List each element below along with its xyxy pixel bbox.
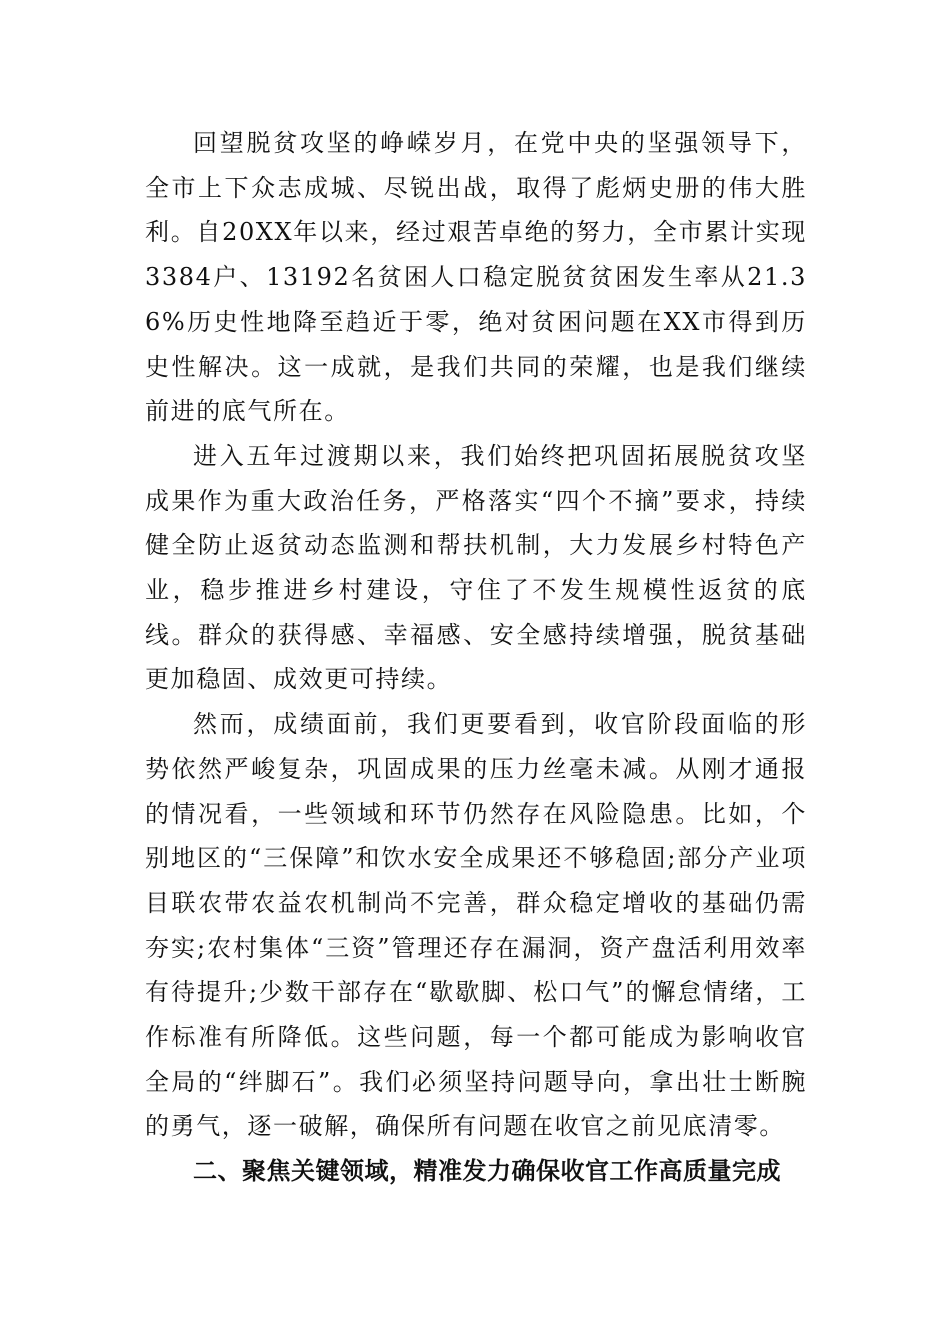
paragraph-risks-and-problems: 然而，成绩面前，我们更要看到，收官阶段面临的形势依然严峻复杂，巩固成果的压力丝毫未减。从刚才通报的情况看，一些领域和环节仍然存在风险隐患。比如，个别地区的“三保障”和饮水安全成果还不够稳固;部分产业项目联农带农益农机制尚不完善，群众稳定增收的基础仍需夯实;农村集体“三资”管理还存在漏洞，资产盘活利用效率有待提升;少数干部存在“歇歇脚、松口气”的懈怠情绪，工作标准有所降低。这些问题，每一个都可能成为影响收官全局的“绊脚石”。我们必须坚持问题导向，拿出壮士断腕的勇气，逐一破解，确保所有问题在收官之前见底清零。: [145, 710, 807, 1141]
section-heading: 二、聚焦关键领域，精准发力确保收官工作高质量完成: [193, 1157, 781, 1186]
paragraph-transition-period: 进入五年过渡期以来，我们始终把巩固拓展脱贫攻坚成果作为重大政治任务，严格落实“四个不摘”要求，持续健全防止返贫动态监测和帮扶机制，大力发展乡村特色产业，稳步推进乡村建设，守住了不发生规模性返贫的底线。群众的获得感、幸福感、安全感持续增强，脱贫基础更加稳固、成效更可持续。: [145, 441, 807, 694]
paragraph-poverty-review: 回望脱贫攻坚的峥嵘岁月，在党中央的坚强领导下，全市上下众志成城、尽锐出战，取得了彪炳史册的伟大胜利。自20XX年以来，经过艰苦卓绝的努力，全市累计实现3384户、13192名贫困人口稳定脱贫贫困发生率从21.36%历史性地降至趋近于零，绝对贫困问题在XX市得到历史性解决。这一成就，是我们共同的荣耀，也是我们继续前进的底气所在。: [145, 129, 807, 426]
document-body: [145, 121, 807, 1194]
